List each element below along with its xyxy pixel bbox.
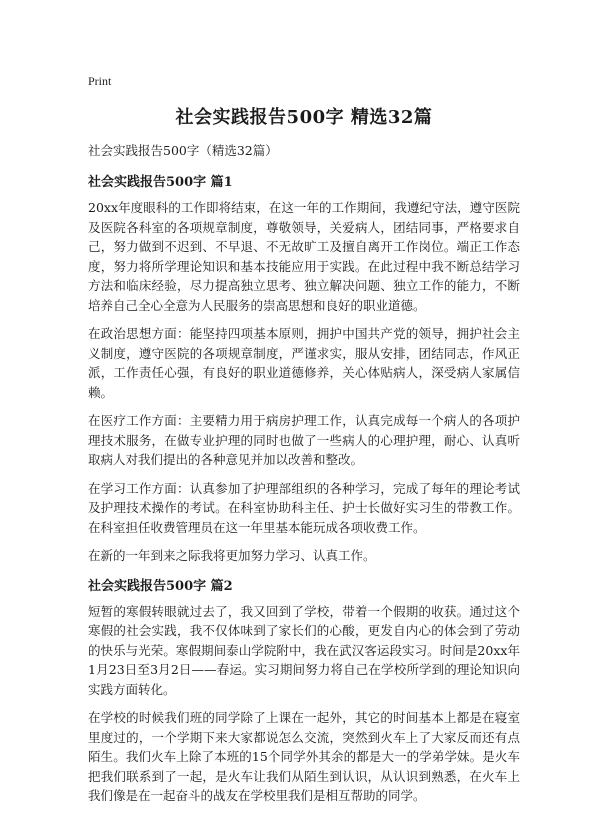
paragraph: 在学校的时候我们班的同学除了上课在一起外，其它的时间基本上都是在寝室里度过的，一个学期下来大家都说怎么交流，突然到火车上了大家反而还有点陌生。我们火车上除了本班的15个同学外其余的都是大一的学弟学妹。是火车把我们联系到了一起，是火车让我们从陌生到认识，从认识到熟悉，在火车上我们像是在一起奋斗的战友在学校里我们是相互帮助的同学。 — [88, 710, 520, 803]
paragraph: 在学习工作方面：认真参加了护理部组织的各种学习，完成了每年的理论考试及护理技术操作的考试。在科室协助科主任、护士长做好实习生的带教工作。在科室担任收费管理员在这一年里基本能玩成各项收费工作。 — [88, 480, 520, 535]
document-page — [88, 70, 520, 815]
section-heading: 社会实践报告500字 篇1 — [88, 175, 233, 190]
paragraph: 在新的一年到来之际我将更加努力学习、认真工作。 — [88, 548, 376, 563]
paragraph: 短暂的寒假转眼就过去了，我又回到了学校，带着一个假期的收获。通过这个寒假的社会实践，我不仅体味到了家长们的心酸，更发自内心的体会到了劳动的快乐与光荣。寒假期间泰山学院附中，我在武汉客运段实习。时间是20xx年1月23日至3月2日——春运。实习期间努力将自己在学校所学到的理论知识向实践方面转化。 — [88, 603, 520, 697]
section-1 — [88, 171, 520, 566]
section-2 — [88, 575, 520, 806]
paragraph: 在医疗工作方面：主要精力用于病房护理工作，认真完成每一个病人的各项护理技术服务，在做专业护理的同时也做了一些病人的心理护理，耐心、认真听取病人对我们提出的各种意见并加以改善和整改。 — [88, 413, 520, 467]
page-title: 社会实践报告500字 精选32篇 — [175, 107, 433, 128]
print-link[interactable]: Print — [88, 74, 112, 88]
document-subtitle: 社会实践报告500字（精选32篇） — [88, 143, 278, 158]
paragraph: 在政治思想方面：能坚持四项基本原则，拥护中国共产党的领导，拥护社会主义制度，遵守医院的各项规章制度，严谨求实，服从安排，团结同志，作风正派，工作责任心强，有良好的职业道德修养，关心体贴病人，深受病人家属信赖。 — [88, 326, 520, 400]
paragraph: 20xx年度眼科的工作即将结束，在这一年的工作期间，我遵纪守法，遵守医院及医院各科室的各项规章制度，尊敬领导，关爱病人，团结同事，严格要求自己，努力做到不迟到、不早退、不无故旷工及擅自离开工作岗位。端正工作态度，努力将所学理论知识和基本技能应用于实践。在此过程中我不断总结学习方法和临床经验，尽力提高独立思考、独立解决问题、独立工作的能力，不断培养自己全心全意为人民服务的崇高思想和良好的职业道德。 — [88, 200, 520, 313]
section-heading: 社会实践报告500字 篇2 — [88, 578, 233, 594]
